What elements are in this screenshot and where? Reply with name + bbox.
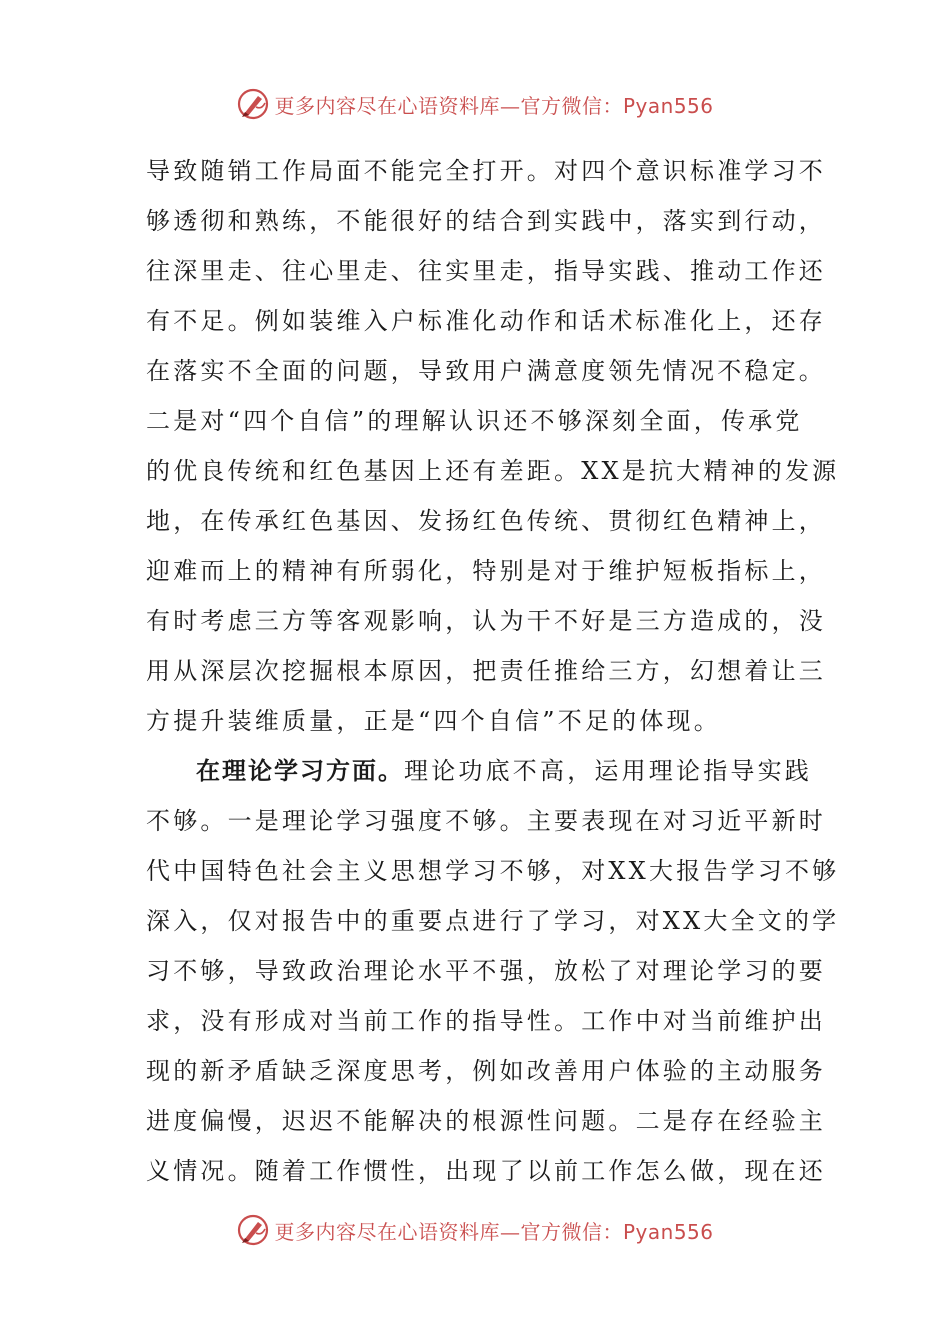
- pen-logo-icon: [236, 87, 270, 121]
- text-line: 代中国特色社会主义思想学习不够，对XX大报告学习不够: [146, 857, 840, 885]
- text-line: 往深里走、往心里走、往实里走，指导实践、推动工作还: [146, 257, 826, 285]
- section-heading: 在理论学习方面。: [196, 757, 404, 785]
- text-line: 二是对“四个自信”的理解认识还不够深刻全面，传承党: [146, 407, 803, 435]
- text-line: 地，在传承红色基因、发扬红色传统、贯彻红色精神上，: [146, 507, 826, 535]
- text-line: 习不够，导致政治理论水平不强，放松了对理论学习的要: [146, 957, 826, 985]
- watermark-wechat-id: Pyan556: [622, 93, 714, 118]
- text-line: 迎难而上的精神有所弱化，特别是对于维护短板指标上，: [146, 557, 826, 585]
- text-line: 求，没有形成对当前工作的指导性。工作中对当前维护出: [146, 1007, 826, 1035]
- text-line: 不够。一是理论学习强度不够。主要表现在对习近平新时: [146, 807, 826, 835]
- pen-logo-icon: [236, 1213, 270, 1247]
- text-line: 义情况。随着工作惯性，出现了以前工作怎么做，现在还: [146, 1157, 826, 1185]
- text-line: 用从深层次挖掘根本原因，把责任推给三方，幻想着让三: [146, 657, 826, 685]
- section-first-line-text: 理论功底不高，运用理论指导实践: [404, 757, 812, 785]
- watermark-text: [274, 90, 713, 119]
- text-line: 在落实不全面的问题，导致用户满意度领先情况不稳定。: [146, 357, 826, 385]
- watermark-wechat-id: Pyan556: [622, 1219, 714, 1244]
- text-line: 够透彻和熟练，不能很好的结合到实践中，落实到行动，: [146, 207, 826, 235]
- text-line: 有不足。例如装维入户标准化动作和话术标准化上，还存: [146, 307, 826, 335]
- header-watermark: [0, 84, 950, 124]
- watermark-label: 更多内容尽在心语资料库—官方微信：: [274, 93, 623, 118]
- section-first-line: [146, 746, 812, 796]
- text-line: 进度偏慢，迟迟不能解决的根源性问题。二是存在经验主: [146, 1107, 826, 1135]
- document-body: [146, 146, 840, 1196]
- text-line: 深入，仅对报告中的重要点进行了学习，对XX大全文的学: [146, 907, 840, 935]
- text-line: 的优良传统和红色基因上还有差距。XX是抗大精神的发源: [146, 457, 840, 485]
- footer-watermark: [0, 1210, 950, 1250]
- text-line: 有时考虑三方等客观影响，认为干不好是三方造成的，没: [146, 607, 826, 635]
- text-line: 导致随销工作局面不能完全打开。对四个意识标准学习不: [146, 157, 826, 185]
- watermark-label: 更多内容尽在心语资料库—官方微信：: [274, 1219, 623, 1244]
- text-line: 方提升装维质量，正是“四个自信”不足的体现。: [146, 707, 721, 735]
- text-line: 现的新矛盾缺乏深度思考，例如改善用户体验的主动服务: [146, 1057, 826, 1085]
- watermark-text: [274, 1216, 713, 1245]
